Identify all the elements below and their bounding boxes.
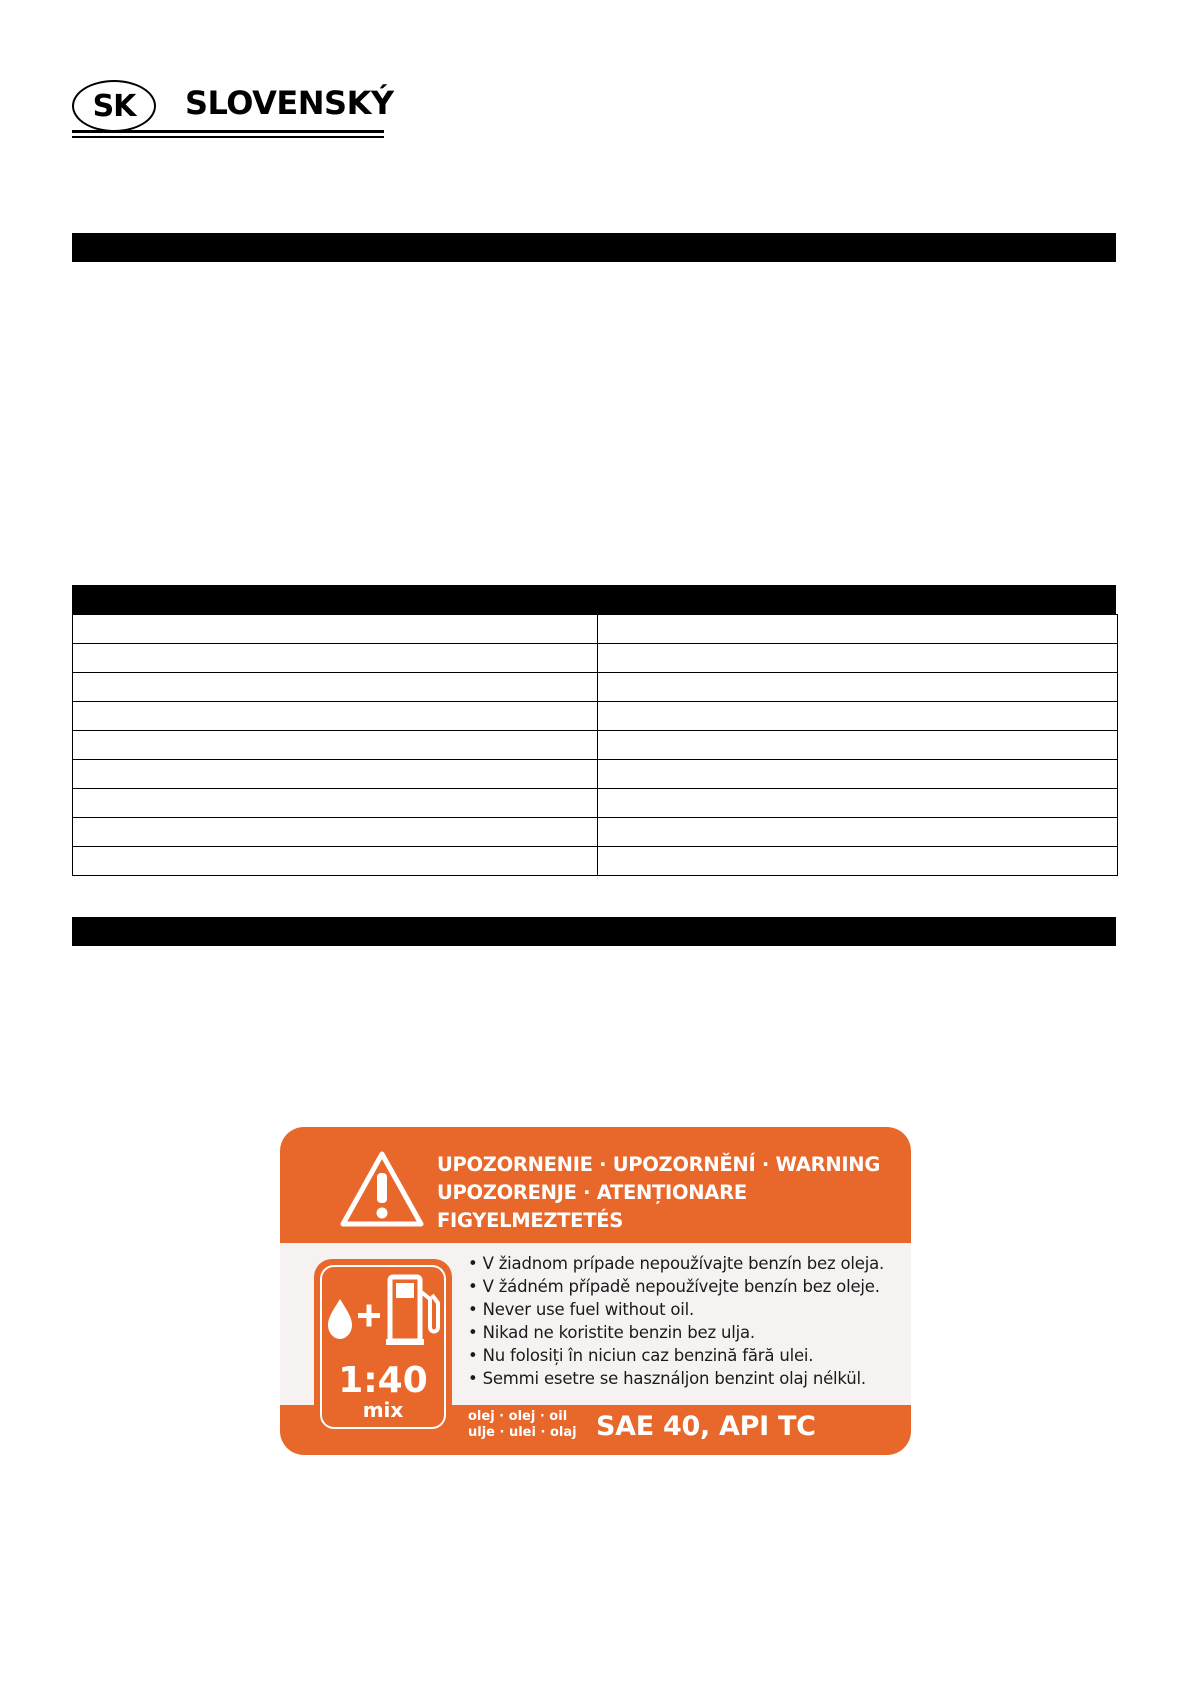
table-row <box>73 644 1118 673</box>
table-row <box>73 818 1118 847</box>
warning-line: • Never use fuel without oil. <box>468 1298 884 1321</box>
mix-ratio-box <box>314 1259 452 1435</box>
language-header <box>72 78 394 138</box>
table-cell <box>73 644 598 673</box>
table-cell <box>73 731 598 760</box>
warning-line: • V žádném případě nepoužívejte benzín bez oleje. <box>468 1275 884 1298</box>
fuel-warning-label <box>280 1127 911 1455</box>
table-cell <box>73 760 598 789</box>
table-cell <box>73 789 598 818</box>
warning-line: • Semmi esetre se használjon benzint olaj nélkül. <box>468 1367 884 1390</box>
table-cell <box>598 673 1118 702</box>
oil-words <box>468 1409 577 1441</box>
table-row <box>73 673 1118 702</box>
warning-line: • Nu folosiți în niciun caz benzină fără ulei. <box>468 1344 884 1367</box>
mix-word: mix <box>362 1398 404 1422</box>
warning-line: • Nikad ne koristite benzin bez ulja. <box>468 1321 884 1344</box>
header-rule <box>72 130 384 133</box>
language-code: SK <box>92 88 136 124</box>
warning-line: • V žiadnom prípade nepoužívajte benzín bez oleja. <box>468 1252 884 1275</box>
table-cell <box>598 789 1118 818</box>
table-cell <box>598 615 1118 644</box>
warning-title-line: UPOZORNENIE · UPOZORNĚNÍ · WARNING <box>437 1153 881 1176</box>
warning-title-line: FIGYELMEZTETÉS <box>437 1209 623 1232</box>
table-cell <box>598 731 1118 760</box>
table-row <box>73 731 1118 760</box>
table-cell <box>598 760 1118 789</box>
language-name: SLOVENSKÝ <box>185 84 394 122</box>
oil-drop-icon <box>328 1299 352 1339</box>
table-cell <box>73 615 598 644</box>
mix-ratio: 1:40 <box>338 1360 428 1401</box>
table-row <box>73 702 1118 731</box>
warning-titles <box>437 1151 880 1235</box>
table-cell <box>73 702 598 731</box>
table-cell <box>598 847 1118 876</box>
table-cell <box>598 818 1118 847</box>
table-row <box>73 847 1118 876</box>
table-row <box>73 760 1118 789</box>
warning-triangle-icon <box>339 1149 425 1229</box>
section-bar-3 <box>72 917 1116 946</box>
warning-list <box>468 1252 884 1390</box>
table-row <box>73 789 1118 818</box>
section-bar-1 <box>72 233 1116 262</box>
fuel-pump-icon <box>324 1269 442 1349</box>
oil-word-line: ulje · ulei · olaj <box>468 1425 577 1440</box>
table-cell <box>73 818 598 847</box>
table-cell <box>598 702 1118 731</box>
table-cell <box>598 644 1118 673</box>
spec-table <box>72 614 1118 876</box>
table-row <box>73 615 1118 644</box>
language-code-badge <box>72 80 156 132</box>
oil-word-line: olej · olej · oil <box>468 1409 568 1424</box>
oil-spec: SAE 40, API TC <box>596 1411 816 1442</box>
table-cell <box>73 847 598 876</box>
warning-title-line: UPOZORENJE · ATENȚIONARE <box>437 1181 747 1204</box>
section-bar-2 <box>72 585 1116 614</box>
header-rule-thin <box>72 136 384 138</box>
table-cell <box>73 673 598 702</box>
